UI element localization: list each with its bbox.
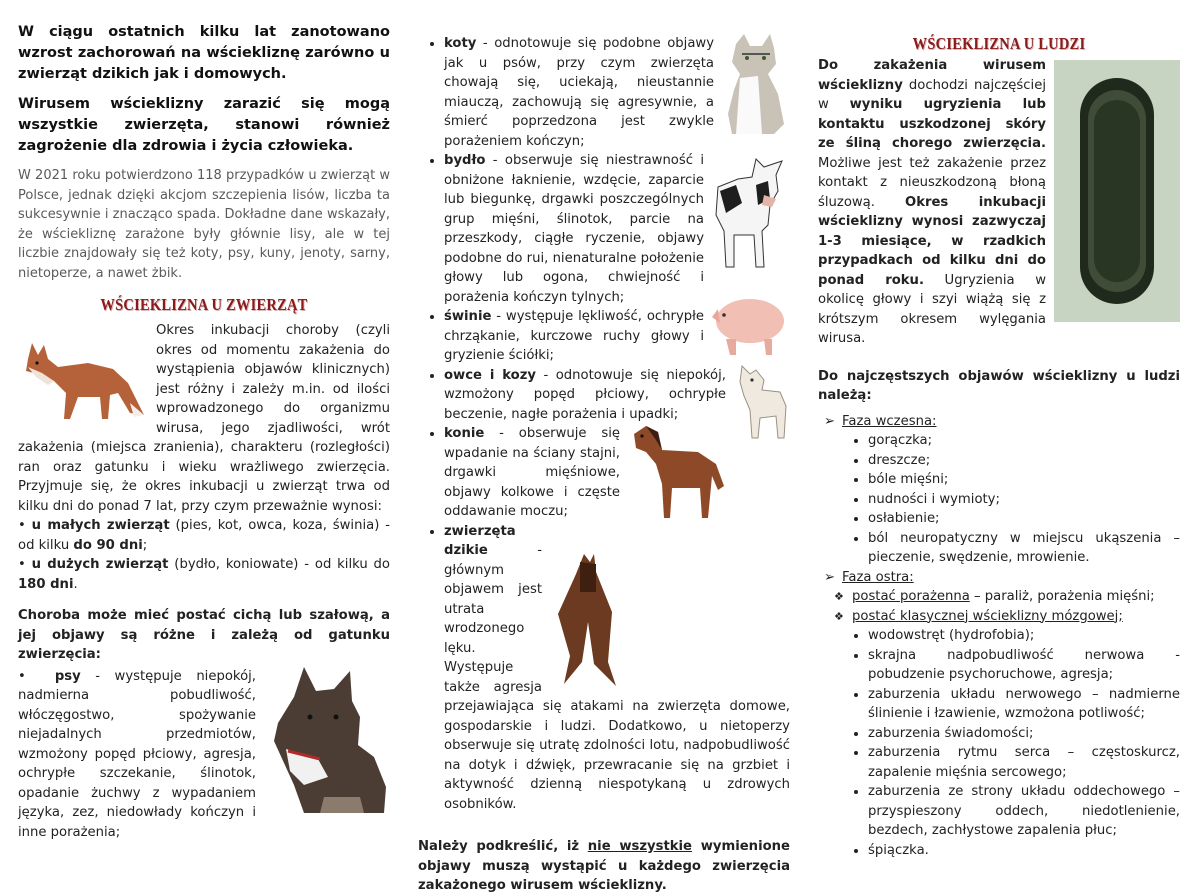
paralytic-form-item: ❖ postać porażenna – paraliż, porażenia mięśni;	[834, 587, 1180, 607]
sheep-goats-label: owce i kozy	[444, 367, 537, 383]
diamond-bullet-icon: ❖	[834, 590, 844, 603]
intro-lead-1: W ciągu ostatnich kilku lat zanotowano wzrost zachorowań na wściekliznę zarówno u zwierząt dzikich jak i domowych.	[18, 24, 390, 82]
section-title-humans: WŚCIEKLIZNA U LUDZI	[912, 34, 1086, 53]
list-item: • konie - obserwuje się wpadanie na ściany stajni, drgawki mięśniowe, objawy kolkowe i częste oddawanie moczu;	[444, 424, 790, 522]
bat-image	[550, 552, 620, 688]
list-item: • ból neuropatyczny w miejscu ukąszenia – pieczenie, swędzenie, mrowienie.	[868, 529, 1180, 568]
horses-label: konie	[444, 426, 485, 441]
early-symptoms-list	[842, 431, 1180, 568]
fox-image	[18, 323, 146, 423]
wild-animals-label: zwierzęta dzikie	[444, 523, 516, 558]
column-animals-intro	[18, 22, 390, 842]
virus-micrograph-image	[1054, 60, 1180, 322]
list-item: • owce i kozy - odnotowuje się niepokój, wzmożony popęd płciowy, ochrypłe beczenie, nagłe porażenia i upadki;	[444, 366, 790, 425]
acute-phase-label: Faza ostra:	[842, 569, 914, 585]
horse-image	[628, 424, 726, 520]
column-humans	[818, 34, 1180, 860]
list-item: • skrajna nadpobudliwość nerwowa - pobudzenie psychoruchowe, agresja;	[868, 646, 1180, 685]
pig-image	[712, 287, 790, 357]
statistics-paragraph: W 2021 roku potwierdzono 118 przypadków u zwierząt w Polsce, jednak dzięki akcjom szczepienia lisów, liczba ta sukcesywnie i znacząco spada. Dokładne dane wskazały, że wściekliznę zarażone były głównie lisy, ale w tej liczbie znajdowały się też koty, psy, kuny, jenoty, sarny, nietoperze, a nawet żbik.	[18, 168, 390, 281]
cats-label: koty	[444, 36, 477, 51]
early-phase-item	[818, 412, 1180, 568]
small-animals-label: u małych zwierząt	[31, 518, 170, 533]
cow-image	[712, 155, 790, 273]
list-item: • zwierzęta dzikie - głównym objawem jest utrata wrodzonego lęku. Występuje także agresja przejawiająca się atakami na zwierzęta domowe, gospodarskie i ludzi. Dodatkowo, u nietoperzy obserwuje się utratę zdolności lotu, nadpobudliwość na dotyk i dźwięk, przewracanie się na grzbiet i aktywność dzienną niespotykaną u zdrowych osobników.	[444, 522, 790, 815]
list-item: • dreszcze;	[868, 451, 1180, 471]
dog-symptoms: • psy - występuje niepokój, nadmierna pobudliwość, włóczęgostwo, spożywanie niejadalnych przedmiotów, wzmożony popęd płciowy, agresja, ochrypłe szczekanie, ślinotok, opadanie żuchwy z wypadaniem języka, zez, niedowłady kończyn i inne porażenia;	[18, 667, 390, 843]
cat-image	[722, 34, 790, 134]
animal-symptoms-list	[418, 34, 790, 814]
list-item: • koty - odnotowuje się podobne objawy jak u psów, przy czym zwierzęta chowają się, uciekają, nieustannie miauczą, zachowują się agresywnie, a śmierć poprzedzona jest zwykle porażeniem kończyn;	[444, 34, 790, 151]
list-item: • zaburzenia świadomości;	[868, 724, 1180, 744]
important-note: Należy podkreślić, iż nie wszystkie wymienione objawy muszą wystąpić u każdego zwierzęcia zakażonego wirusem wścieklizny.	[418, 839, 790, 893]
column-animal-symptoms	[418, 34, 790, 896]
list-item: • nudności i wymioty;	[868, 490, 1180, 510]
incubation-small-animals: • u małych zwierząt (pies, kot, owca, koza, świnia) - od kilku do 90 dni;	[18, 518, 390, 553]
dog-image	[264, 667, 390, 815]
symptoms-heading: Do najczęstszych objawów wścieklizny u ludzi należą:	[818, 368, 1180, 403]
acute-phase-item	[818, 568, 1180, 861]
list-item: • bydło - obserwuje się niestrawność i obniżone łaknienie, wzdęcie, zaparcie lub biegunkę, drgawki poszczególnych grup mięśni, ślinotok, parcie na przeszkody, ciągłe ryczenie, objawy podobne do rui, nienaturalne położenie głowy lub ogona, chwiejność i porażenia kończyn tylnych;	[444, 151, 790, 307]
human-infection-paragraph: Do zakażenia wirusem wścieklizny dochodzi najczęściej w wyniku ugryzienia lub kontaktu uszkodzonej skóry ze śliną chorego zwierzęcia. Możliwe jest też zakażenie przez kontakt z nieuszkodzoną błoną śluzową. Okres inkubacji wścieklizny wynosi zazwyczaj 1-3 miesiące, w rzadkich przypadkach od kilku dni do ponad roku. Ugryzienia w okolicę głowy i szyi wiążą się z krótszym okresem wylęgania wirusa.	[818, 56, 1180, 349]
list-item: • zaburzenia układu nerwowego – nadmierne ślinienie i łzawienie, wzmożona potliwość;	[868, 685, 1180, 724]
acute-forms-list	[834, 587, 1180, 626]
arrow-icon: ➢	[824, 413, 836, 429]
section-title-animals: WŚCIEKLIZNA U ZWIERZĄT	[100, 295, 308, 314]
human-symptoms-list	[818, 412, 1180, 861]
list-item: • bóle mięśni;	[868, 470, 1180, 490]
list-item: • zaburzenia rytmu serca – częstoskurcz, zapalenie mięśnia sercowego;	[868, 743, 1180, 782]
goat-image	[734, 360, 790, 440]
list-item: • śpiączka.	[868, 841, 1180, 861]
incubation-large-animals: • u dużych zwierząt (bydło, koniowate) - od kilku do 180 dni.	[18, 557, 390, 592]
cattle-label: bydło	[444, 153, 486, 168]
intro-lead-2: Wirusem wścieklizny zarazić się mogą wszystkie zwierzęta, stanowi również zagrożenie dla zdrowia i życia człowieka.	[18, 96, 390, 154]
list-item: • zaburzenia ze strony układu oddechowego – przyspieszony oddech, niedotlenienie, bezdech, zachłystowe zapalenia płuc;	[868, 782, 1180, 841]
list-item: • świnie - występuje lękliwość, ochrypłe chrząkanie, kurczowe ruchy głowy i gryzienie ściółki;	[444, 307, 790, 366]
incubation-block	[18, 321, 390, 516]
dog-text: - występuje niepokój, nadmierna pobudliwość, włóczęgostwo, spożywanie niejadalnych przedmiotów, wzmożony popęd płciowy, agresja, ochrypłe szczekanie, ślinotok, opadanie żuchwy z wypadaniem języka, zez, niedowłady kończyn i inne porażenia;	[18, 668, 256, 840]
early-phase-label: Faza wczesna:	[842, 413, 937, 429]
classic-form-item: ❖ postać klasycznej wścieklizny mózgowej;	[834, 607, 1180, 627]
classic-symptoms-list	[842, 626, 1180, 860]
dog-label: psy	[54, 668, 81, 684]
incubation-text: Okres inkubacji choroby (czyli okres od momentu zakażenia do wystąpienia objawów klinicznych) jest różny i zależy m.in. od ilości wprowadzonego do organizmu wirusa, jego zjadliwości, wrót zakażenia (miejsca zranienia), charakteru (rozległości) ran oraz gatunku i wieku wrażliwego zwierzęcia. Przyjmuje się, że okres inkubacji u zwierząt trwa od kilku dni do ponad 7 lat, przy czym przeważnie wynosi:	[18, 323, 390, 514]
list-item: • gorączka;	[868, 431, 1180, 451]
arrow-icon: ➢	[824, 569, 836, 585]
list-item: • wodowstręt (hydrofobia);	[868, 626, 1180, 646]
diamond-bullet-icon: ❖	[834, 609, 844, 623]
large-animals-label: u dużych zwierząt	[31, 557, 169, 572]
forms-heading: Choroba może mieć postać cichą lub szałową, a jej objawy są różne i zależą od gatunku zwierzęcia:	[18, 608, 390, 662]
pigs-label: świnie	[444, 309, 492, 324]
list-item: • osłabienie;	[868, 509, 1180, 529]
